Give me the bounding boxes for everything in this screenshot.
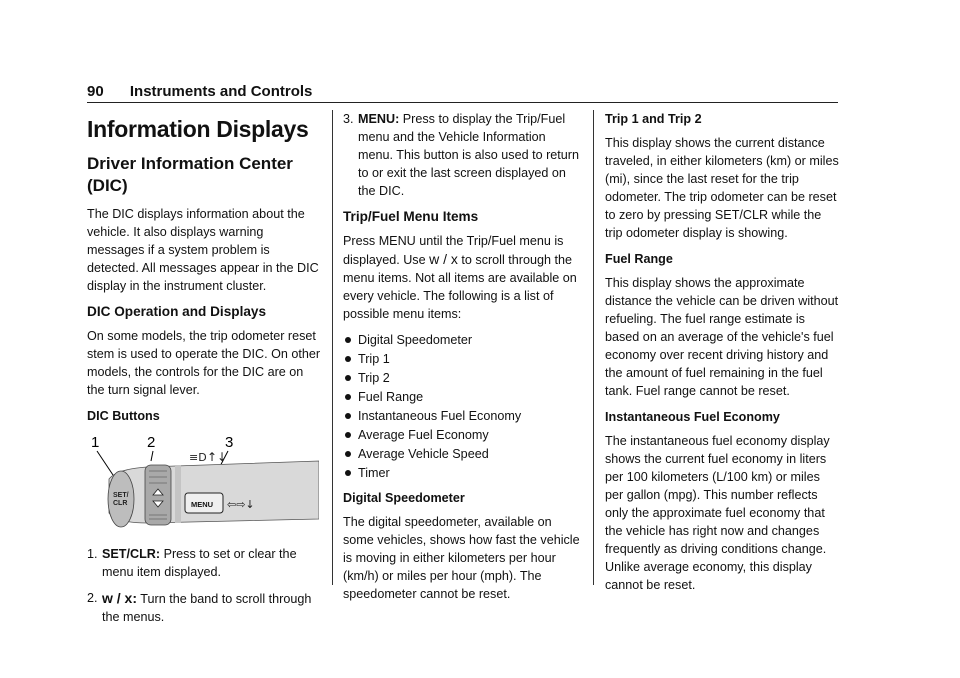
item-number: 3.: [343, 112, 354, 126]
dic-buttons-illustration: [87, 431, 319, 531]
list-item: [343, 369, 583, 387]
column-divider: [332, 110, 333, 585]
list-item: [343, 445, 583, 463]
bullet-icon: [345, 451, 351, 457]
callout-1: 1: [91, 434, 100, 451]
menu-items-list: [343, 331, 583, 482]
digital-speedometer-heading: Digital Speedometer: [343, 491, 465, 505]
scroll-symbols: w / x: [429, 251, 458, 267]
item-label: SET/CLR:: [102, 547, 161, 561]
list-item-label: Average Vehicle Speed: [358, 447, 489, 461]
item-text: Press to display the Trip/Fuel menu and the Vehicle Information menu. This button is also used to return to or exit the last screen displayed on the DIC.: [358, 112, 579, 198]
callout-2: 2: [147, 434, 156, 451]
fuel-range-paragraph: This display shows the approximate distance the vehicle can be driven without refueling. The fuel range estimate is based on an average of the vehicle's fuel economy over recent driving history and the amount of fuel remaining in the fuel tank. Fuel range cannot be reset.: [605, 276, 839, 398]
svg-text:CLR: CLR: [113, 500, 128, 507]
list-item: [343, 110, 583, 200]
page-number: 90: [87, 83, 104, 100]
bullet-icon: [345, 470, 351, 476]
list-item-label: Instantaneous Fuel Economy: [358, 409, 522, 423]
list-item: [87, 589, 322, 626]
subsection-heading: Trip/Fuel Menu Items: [343, 209, 479, 224]
svg-text:≡D: ≡D: [189, 451, 207, 464]
list-item: [87, 545, 322, 581]
menu-paragraph: [343, 232, 583, 323]
column-divider: [593, 110, 594, 585]
section-title: Instruments and Controls: [129, 83, 313, 100]
page-header: [87, 83, 312, 100]
list-item-label: Trip 2: [358, 371, 390, 385]
menu-text-end: to scroll through the menu items. Not all items are available on every vehicle. The following is a list of possible menu items:: [343, 253, 577, 321]
svg-text:↑↓: ↑↓: [207, 450, 228, 464]
operation-paragraph: On some models, the trip odometer reset stem is used to operate the DIC. On other models, the controls for the DIC are on the turn signal lever.: [87, 329, 321, 397]
instantaneous-fuel-economy-heading: Instantaneous Fuel Economy: [605, 410, 780, 424]
column-1: [87, 110, 322, 634]
page-title: Information Displays: [87, 116, 309, 142]
item-number: 2.: [87, 591, 98, 605]
svg-text:MENU: MENU: [191, 500, 214, 509]
column-2: [343, 110, 583, 611]
bullet-icon: [345, 356, 351, 362]
list-item: [343, 426, 583, 444]
trip-paragraph: This display shows the current distance traveled, in either kilometers (km) or miles (mi), since the last reset for the trip odometer. The trip odometer can be reset to zero by pressing SET/CLR while the trip odometer display is showing.: [605, 136, 839, 240]
bullet-icon: [345, 375, 351, 381]
item-label: MENU:: [358, 112, 400, 126]
list-item: [343, 407, 583, 425]
dic-buttons-heading: DIC Buttons: [87, 409, 160, 423]
bullet-icon: [345, 394, 351, 400]
section-heading: Driver Information Center (DIC): [87, 154, 293, 195]
list-item-label: Fuel Range: [358, 390, 424, 404]
header-rule: [87, 102, 838, 103]
list-item: [343, 350, 583, 368]
fuel-range-heading: Fuel Range: [605, 252, 673, 266]
list-item-label: Timer: [358, 466, 390, 480]
trip-heading: Trip 1 and Trip 2: [605, 112, 702, 126]
list-item: [343, 331, 583, 349]
item-text: Press to set or clear the menu item displayed.: [102, 547, 297, 579]
digital-speedometer-paragraph: The digital speedometer, available on some vehicles, shows how fast the vehicle is moving in either kilometers per hour (km/h) or miles per hour (mph). The speedometer cannot be reset.: [343, 515, 580, 601]
item-number: 1.: [87, 547, 98, 561]
svg-text:SET/: SET/: [113, 492, 129, 499]
list-item: [343, 464, 583, 482]
bullet-icon: [345, 413, 351, 419]
scroll-symbols: w / x:: [102, 590, 138, 606]
list-item-label: Digital Speedometer: [358, 333, 473, 347]
intro-paragraph: The DIC displays information about the vehicle. It also displays warning messages if a system problem is detected. All messages appear in the DIC display in the instrument cluster.: [87, 207, 319, 293]
item-text: Turn the band to scroll through the menus.: [102, 592, 312, 624]
list-item-label: Trip 1: [358, 352, 390, 366]
subsection-heading: DIC Operation and Displays: [87, 304, 267, 319]
bullet-icon: [345, 337, 351, 343]
svg-text:⇦⇨↓: ⇦⇨↓: [227, 498, 255, 511]
bullet-icon: [345, 432, 351, 438]
column-3: [605, 110, 841, 602]
instantaneous-fuel-economy-paragraph: The instantaneous fuel economy display shows the current fuel economy in liters per 100 kilometers (L/100 km) or miles per gallon (mpg). This number reflects only the approximate fuel economy that the vehicle has right now and changes frequently as driving conditions change. Unlike average economy, this display cannot be reset.: [605, 434, 830, 592]
list-item-label: Average Fuel Economy: [358, 428, 489, 442]
menu-text-start: Press MENU until the Trip/Fuel menu is displayed. Use: [343, 234, 564, 267]
callout-3: 3: [225, 434, 234, 451]
list-item: [343, 388, 583, 406]
